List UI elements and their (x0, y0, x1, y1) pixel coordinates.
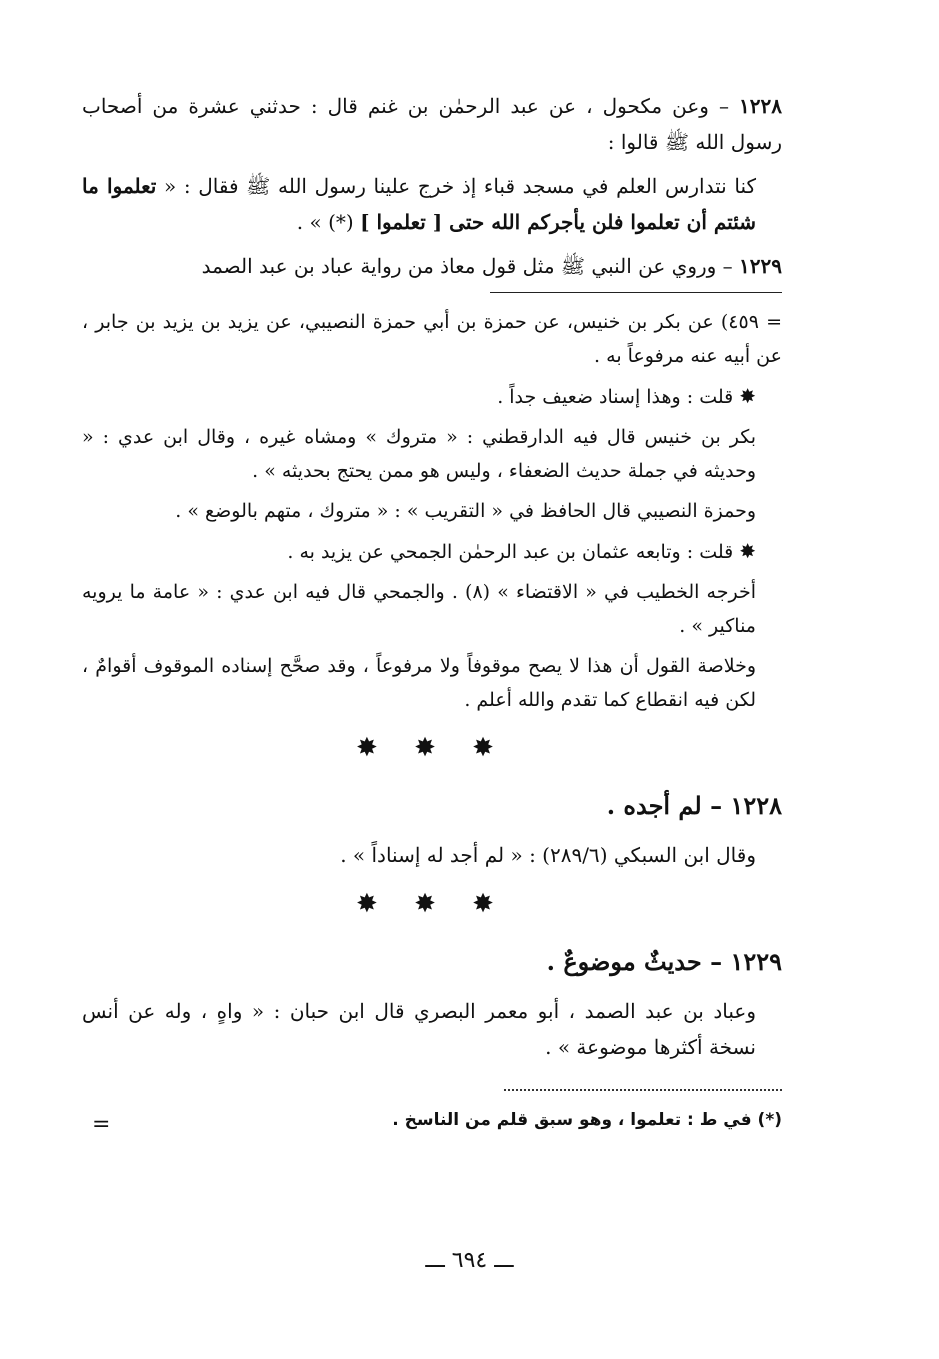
note-2 (82, 379, 782, 414)
note-5 (82, 534, 782, 569)
section-divider: ✸ ✸ ✸ (356, 889, 508, 919)
commentary (82, 305, 782, 717)
note-6: أخرجه الخطيب في « الاقتضاء » (٨) . والجمحي قال فيه ابن عدي : « عامة ما يرويه مناكير » . (82, 581, 756, 637)
note-5-text: قلت : وتابعه عثمان بن عبد الرحمٰن الجمحي عن يزيد به . (287, 541, 734, 563)
section-1228-text: وقال ابن السبكي (٢٨٩/٦) : « لم أجد له إسناداً » . (340, 843, 756, 867)
hadith-text: – وعن مكحول ، عن عبد الرحمٰن بن غنم قال : حدثني عشرة من أصحاب رسول الله ﷺ قالوا : (82, 94, 782, 154)
continuation-mark: = (92, 1112, 111, 1137)
quote-end: (*) » . (296, 210, 354, 234)
hadith-number: ١٢٢٨ (739, 94, 782, 118)
note-7: وخلاصة القول أن هذا لا يصح موقوفاً ولا مرفوعاً ، وقد صحَّح إسناده الموقوف أقوامٌ ، لكن فيه انقطاع كما تقدم والله أعلم . (82, 655, 756, 711)
note-3: بكر بن خنيس قال فيه الدارقطني : « متروك » ومشاه غيره ، وقال ابن عدي : « وحديثه في جملة حديث الضعفاء ، وليس هو ممن يحتج بحديثه » . (82, 426, 756, 482)
quote-bold: تعلموا ما شئتم أن تعلموا فلن يأجركم الله حتى [ تعلموا ] (82, 174, 756, 234)
note-1: = ٤٥٩) عن بكر بن خنيس، عن حمزة بن أبي حمزة النصيبي، عن يزيد بن يزيد بن جابر ، عن أبيه عنه مرفوعاً به . (82, 311, 782, 367)
hadith-1228-quote (82, 168, 782, 240)
footnote: (*) في ط : تعلموا ، وهو سبق قلم من الناسخ . (392, 1110, 782, 1130)
star-icon: ✸ (739, 539, 756, 563)
section-1229-heading: ١٢٢٩ – حديثٌ موضوعٌ . (546, 947, 782, 976)
page-number: ـــ ٦٩٤ ـــ (425, 1248, 514, 1273)
footnote-separator (490, 292, 782, 293)
section-1228-heading: ١٢٢٨ – لم أجده . (606, 791, 782, 820)
note-4: وحمزة النصيبي قال الحافظ في « التقريب » : « متروك ، متهم بالوضع » . (175, 500, 756, 522)
section-divider: ✸ ✸ ✸ (356, 733, 508, 763)
page-body (82, 88, 782, 1135)
quote-intro: كنا نتدارس العلم في مسجد قباء إذ خرج علينا رسول الله ﷺ فقال : « (163, 174, 756, 198)
hadith-1228 (82, 88, 782, 160)
footnote-dotted-separator (504, 1089, 782, 1091)
section-1229-text: وعباد بن عبد الصمد ، أبو معمر البصري قال ابن حبان : « واهٍ ، وله عن أنس نسخة أكثرها موضوعة » . (82, 999, 756, 1059)
note-2-text: قلت : وهذا إسناد ضعيف جداً . (497, 386, 734, 408)
hadith-number: ١٢٢٩ (739, 254, 782, 278)
hadith-text: – وروي عن النبي ﷺ مثل قول معاذ من رواية عباد بن عبد الصمد (201, 254, 733, 278)
star-icon: ✸ (739, 384, 756, 408)
hadith-1229 (82, 248, 782, 284)
